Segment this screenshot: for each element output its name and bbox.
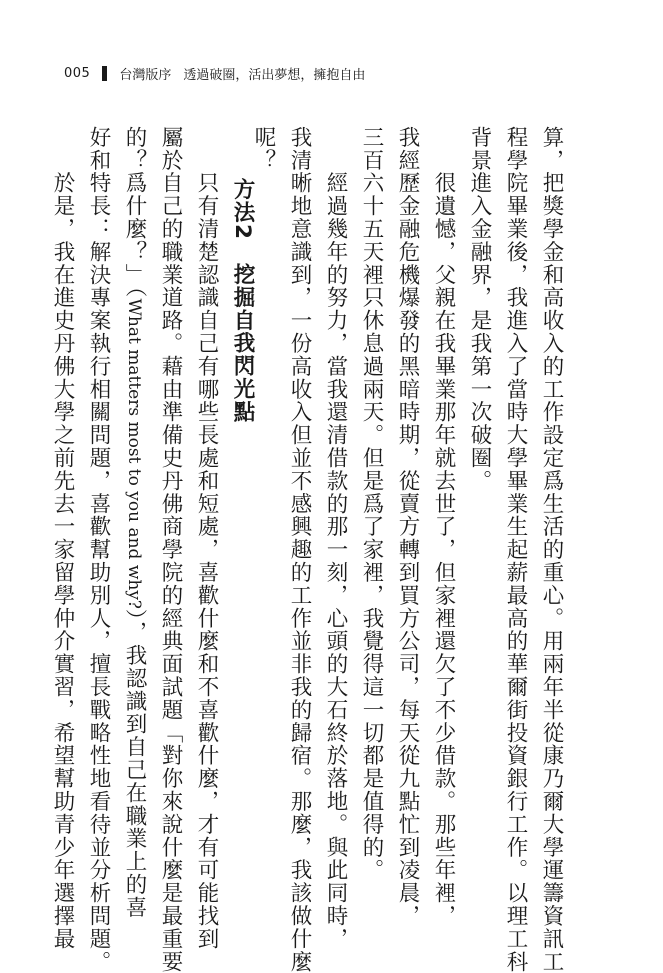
text-column: 我經歷金融危機爆發的黑暗時期，從賣方轉到買方公司，每天從九點忙到凌晨， — [395, 126, 420, 928]
text-column: 經過幾年的努力，當我還清借款的那一刻，心頭的大石終於落地。與此同時， — [323, 126, 348, 951]
running-head — [64, 64, 365, 82]
text-column: 只有清楚認識自己有哪些長處和短處，喜歡什麼和不喜歡什麼，才有可能找到 — [194, 126, 219, 951]
section-label: 台灣版序 — [119, 67, 172, 83]
text-column: 背景進入金融界，是我第一次破圈。 — [467, 126, 492, 493]
header-divider-bar — [102, 66, 107, 81]
text-column: 我清晰地意識到，一份高收入但並不感興趣的工作並非我的歸宿。那麼，我該做什麼 — [287, 126, 312, 973]
text-column: 三百六十五天裡只休息過兩天。但是爲了家裡，我覺得這一切都是值得的。 — [359, 126, 384, 882]
text-column: 程學院畢業後，我進入了當時大學畢業生起薪最高的華爾街投資銀行工作。以理工科 — [503, 126, 528, 973]
text-column: 好和特長：解決專案執行相關問題，喜歡幫助別人，擅長戰略性地看待並分析問題。 — [86, 126, 111, 973]
text-column — [118, 126, 150, 919]
method-number: 2 — [230, 223, 255, 241]
chapter-title: 透過破圈，活出夢想，擁抱自由 — [183, 67, 366, 83]
method-label: 方法 — [230, 178, 255, 224]
text-column: 算，把獎學金和高收入的工作設定爲生活的重心。用兩年半從康乃爾大學運籌資訊工 — [539, 126, 564, 973]
method-title: 挖掘自我閃光點 — [230, 263, 255, 424]
english-quote: What matters most to you and why? — [124, 298, 144, 610]
text-column: 很遺憾，父親在我畢業那年就去世了，但家裡還欠了不少借款。那些年裡， — [431, 126, 456, 928]
text-column: 呢？ — [251, 126, 276, 172]
text-segment: 的？爲什麼？」（ — [122, 126, 147, 299]
text-column: 屬於自己的職業道路。藉由準備史丹佛商學院的經典面試題「對你來說什麼是最重要 — [158, 126, 183, 973]
text-column: 於是，我在進史丹佛大學之前先去一家留學仲介實習，希望幫助青少年選擇最 — [50, 126, 75, 951]
text-segment: ），我認識到自己在職業上的喜 — [122, 609, 147, 919]
page-number: 005 — [64, 65, 91, 81]
method-heading — [226, 178, 258, 423]
